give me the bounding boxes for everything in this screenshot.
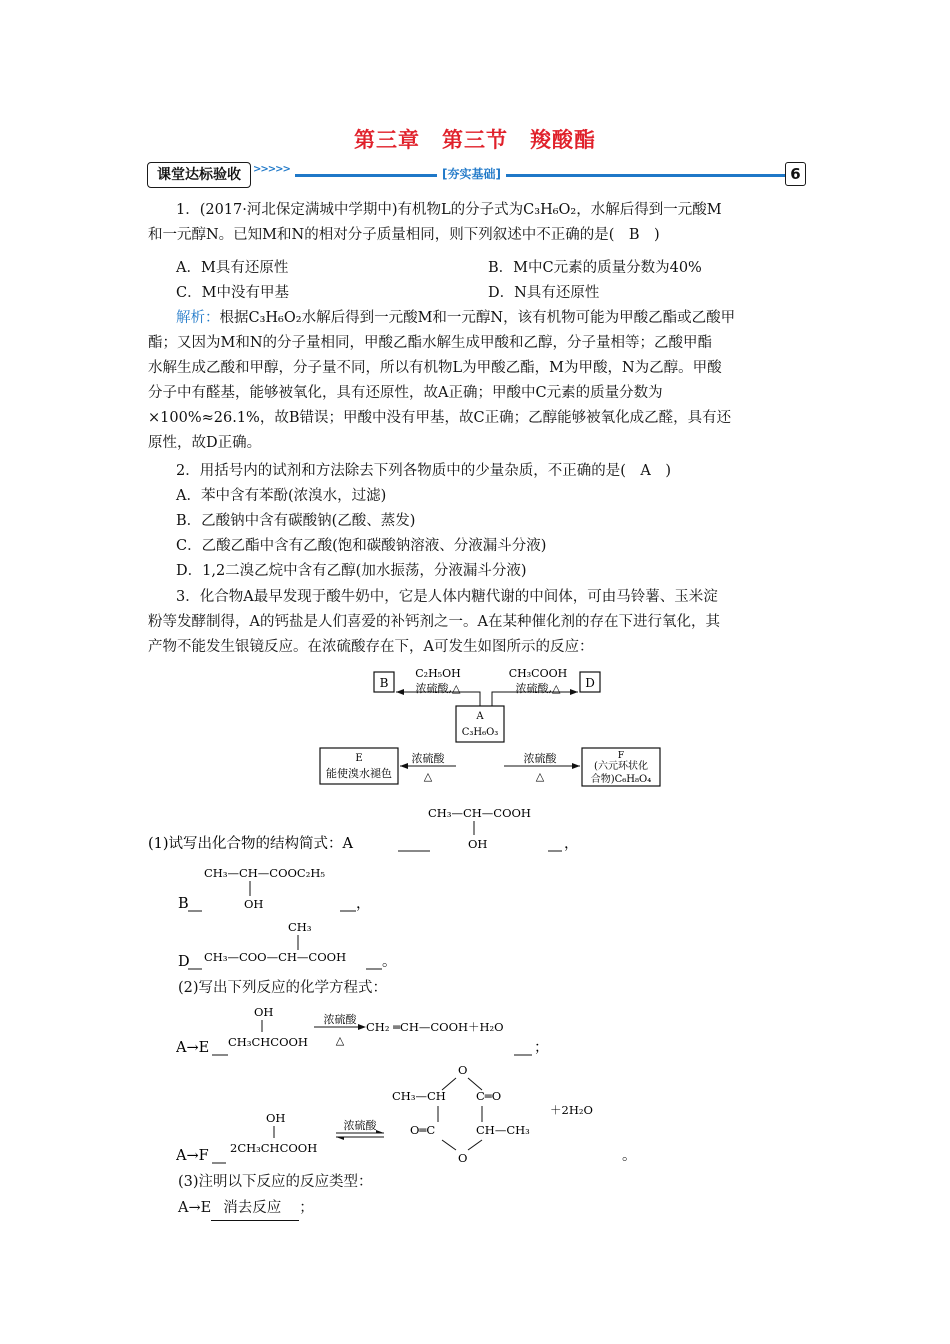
ae-label: A→E bbox=[176, 1040, 210, 1056]
ae-condition-1: 浓硫酸 bbox=[323, 1013, 357, 1026]
q1-option-d: D．N具有还原性 bbox=[488, 285, 600, 301]
arrowhead-f bbox=[572, 763, 580, 769]
period-d: 。 bbox=[382, 954, 397, 970]
ring-left-bottom: O═C bbox=[410, 1123, 436, 1137]
ae-oh: OH bbox=[254, 1005, 274, 1019]
label-b-answer: B bbox=[178, 896, 189, 912]
q1-analysis-line2: 酯；又因为M和N的分子量相同，甲酸乙酯水解生成甲酸和乙醇，分子量相等；乙酸甲酯 bbox=[148, 335, 713, 351]
q2-stem: 2．用括号内的试剂和方法除去下列各物质中的少量杂质，不正确的是( A ) bbox=[176, 463, 672, 479]
equation-a-f bbox=[176, 1060, 656, 1166]
q1-stem-line1: 1．(2017·河北保定满城中学期中)有机物L的分子式为C₃H₆O₂，水解后得到一元酸M bbox=[176, 202, 722, 218]
label-a: A bbox=[476, 711, 484, 722]
label-b: B bbox=[379, 676, 389, 690]
q1-analysis-line6: 原性，故D正确。 bbox=[148, 435, 262, 451]
q2-option-d: D．1,2二溴乙烷中含有乙醇(加水振荡，分液漏斗分液) bbox=[176, 563, 527, 579]
reagent-b: C₂H₅OH bbox=[415, 667, 461, 680]
q1-option-b: B．M中C元素的质量分数为40% bbox=[488, 260, 702, 276]
arrowhead-e bbox=[400, 763, 408, 769]
q3-stem-line1: 3．化合物A最早发现于酸牛奶中，它是人体内糖代谢的中间体，可由马铃薯、玉米淀 bbox=[176, 589, 718, 605]
af-oh: OH bbox=[266, 1111, 286, 1125]
condition-f-1: 浓硫酸 bbox=[523, 752, 557, 765]
label-d-answer: D bbox=[178, 954, 190, 970]
ring-right-bottom: CH—CH₃ bbox=[476, 1123, 530, 1137]
ring-o-bottom: O bbox=[458, 1151, 468, 1165]
f-desc-2: 合物)C₆H₈O₄ bbox=[590, 774, 652, 785]
arrowhead-d bbox=[570, 689, 578, 695]
comma-b: ， bbox=[356, 896, 371, 912]
reagent-d: CH₃COOH bbox=[508, 667, 568, 680]
af-arrowhead-back bbox=[336, 1137, 344, 1140]
af-label: A→F bbox=[176, 1148, 209, 1164]
structure-b-main: CH₃—CH—COOC₂H₅ bbox=[204, 866, 325, 880]
a-formula: C₃H₆O₃ bbox=[461, 727, 499, 738]
q3-part1-prompt: (1)试写出化合物的结构简式：A bbox=[148, 836, 354, 852]
section-arrows: >>>>> bbox=[253, 164, 290, 175]
q1-analysis-line4: 分子中有醛基，能够被氧化，具有还原性，故A正确；甲酸中C元素的质量分数为 bbox=[148, 385, 663, 401]
ae-condition-2: △ bbox=[335, 1034, 345, 1047]
q2-option-a: A．苯中含有苯酚(浓溴水，过滤) bbox=[176, 488, 387, 504]
page-title: 第三章 第三节 羧酸酯 bbox=[354, 128, 596, 152]
section-bar bbox=[147, 160, 805, 190]
q1-analysis-line1 bbox=[176, 306, 735, 330]
q3-stem-line3: 产物不能发生银镜反应。在浓硫酸存在下，A可发生如图所示的反应： bbox=[148, 639, 594, 655]
ae-semicolon: ； bbox=[534, 1040, 549, 1056]
answer-semicolon: ； bbox=[299, 1200, 314, 1216]
q2-option-c: C．乙酸乙酯中含有乙酸(饱和碳酸钠溶液、分液漏斗分液) bbox=[176, 538, 547, 554]
q3-part2-prompt: (2)写出下列反应的化学方程式： bbox=[178, 980, 388, 996]
af-reactant: 2CH₃CHCOOH bbox=[230, 1141, 318, 1155]
label-d: D bbox=[585, 676, 595, 690]
f-desc-1: (六元环状化 bbox=[594, 761, 648, 772]
q1-option-c: C．M中没有甲基 bbox=[176, 285, 289, 301]
q3-stem-line2: 粉等发酵制得，A的钙盐是人们喜爱的补钙剂之一。A在某种催化剂的存在下进行氧化，其 bbox=[148, 614, 720, 630]
q1-stem-line2: 和一元醇N。已知M和N的相对分子质量相同，则下列叙述中不正确的是( B ) bbox=[148, 227, 660, 243]
ring-right-top: C═O bbox=[476, 1089, 502, 1103]
e-desc: 能使溴水褪色 bbox=[326, 767, 392, 780]
equation-a-e bbox=[176, 1000, 556, 1056]
q3-part3-prompt: (3)注明以下反应的反应类型： bbox=[178, 1174, 373, 1190]
answer-value: 消去反应 bbox=[211, 1196, 299, 1221]
ring-bond-5 bbox=[442, 1140, 456, 1150]
answer-label: A→E bbox=[178, 1200, 212, 1216]
condition-e-2: △ bbox=[423, 770, 433, 783]
condition-d: 浓硫酸,△ bbox=[515, 682, 561, 695]
q3-part3-answer bbox=[178, 1196, 314, 1221]
structure-b-oh: OH bbox=[244, 897, 264, 911]
structure-a-oh: OH bbox=[468, 837, 488, 851]
ae-arrowhead bbox=[358, 1024, 366, 1030]
q2-option-b: B．乙酸钠中含有碳酸钠(乙酸、蒸发) bbox=[176, 513, 416, 529]
ring-bond-6 bbox=[468, 1140, 482, 1150]
ae-reactant: CH₃CHCOOH bbox=[228, 1035, 308, 1049]
arrowhead-b bbox=[396, 689, 404, 695]
analysis-text-1: 根据C₃H₆O₂水解后得到一元酸M和一元醇N，该有机物可能为甲酸乙酯或乙酸甲 bbox=[219, 310, 736, 326]
af-arrowhead-forward bbox=[376, 1130, 384, 1133]
answer-structures bbox=[148, 800, 608, 980]
condition-e-1: 浓硫酸 bbox=[411, 752, 445, 765]
analysis-label: 解析： bbox=[176, 310, 220, 326]
label-f: F bbox=[617, 751, 625, 761]
section-number: 6 bbox=[785, 162, 806, 186]
ring-o-top: O bbox=[458, 1063, 468, 1077]
condition-f-2: △ bbox=[535, 770, 545, 783]
af-condition: 浓硫酸 bbox=[343, 1119, 377, 1132]
structure-a-main: CH₃—CH—COOH bbox=[428, 806, 531, 820]
condition-b: 浓硫酸,△ bbox=[415, 682, 461, 695]
section-tag: [夯实基础] bbox=[437, 165, 506, 182]
label-e: E bbox=[355, 753, 363, 764]
af-water: ＋2H₂O bbox=[550, 1103, 593, 1117]
ae-product: CH₂ ═CH—COOH＋H₂O bbox=[366, 1020, 504, 1034]
divider-line bbox=[295, 174, 785, 177]
af-period: 。 bbox=[622, 1148, 637, 1164]
q1-analysis-line5: ×100%≈26.1%，故B错误；甲酸中没有甲基，故C正确；乙醇能够被氧化成乙醛，具有还 bbox=[148, 410, 732, 426]
structure-d-main: CH₃—COO—CH—COOH bbox=[204, 950, 347, 964]
q1-option-a: A．M具有还原性 bbox=[176, 260, 289, 276]
structure-d-top: CH₃ bbox=[288, 920, 312, 934]
ring-left-top: CH₃—CH bbox=[392, 1089, 446, 1103]
q1-analysis-line3: 水解生成乙酸和甲醇，分子量不同，所以有机物L为甲酸乙酯，M为甲酸，N为乙醇。甲酸 bbox=[148, 360, 722, 376]
comma-a: ， bbox=[564, 836, 579, 852]
reaction-diagram bbox=[316, 662, 666, 790]
section-badge: 课堂达标验收 bbox=[147, 162, 251, 188]
